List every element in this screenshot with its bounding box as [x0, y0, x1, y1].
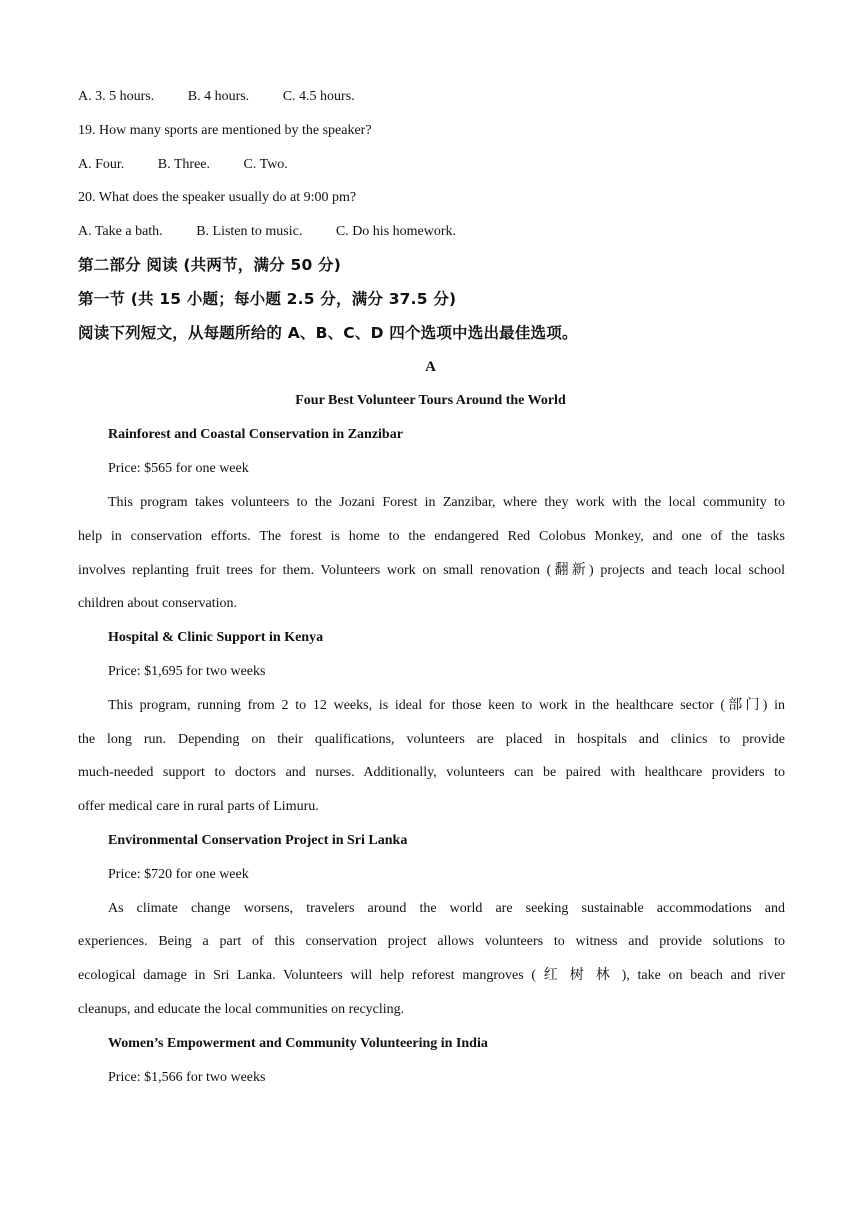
paragraph-line: cleanups, and educate the local communities on recycling.: [78, 1002, 405, 1017]
option-b: B. Three.: [157, 157, 211, 172]
option-b: B. Listen to music.: [196, 224, 303, 239]
option-a: A. Take a bath.: [78, 224, 163, 239]
passage-letter: A: [425, 359, 436, 375]
passage-title: Four Best Volunteer Tours Around the World: [295, 393, 566, 408]
paragraph-line: much-needed support to doctors and nurses. Additionally, volunteers can be paired with healthcare providers to: [78, 765, 785, 780]
paragraph-line: experiences. Being a part of this conservation project allows volunteers to witness and provide solutions to: [78, 934, 785, 949]
paragraph-line: offer medical care in rural parts of Limuru.: [78, 799, 319, 814]
option-b: B. 4 hours.: [187, 89, 250, 104]
option-a: A. Four.: [78, 157, 125, 172]
paragraph-line: As climate change worsens, travelers around the world are seeking sustainable accommodations and: [108, 901, 785, 916]
paragraph-line: This program, running from 2 to 12 weeks, is ideal for those keen to work in the healthcare sector (部门) in: [108, 698, 785, 713]
option-a: A. 3. 5 hours.: [78, 89, 155, 104]
option-c: C. Two.: [243, 157, 288, 172]
program-price: Price: $565 for one week: [108, 461, 249, 476]
question-19: 19. How many sports are mentioned by the speaker?: [78, 123, 372, 138]
section-heading: 第一节 (共 15 小题；每小题 2.5 分，满分 37.5 分): [78, 290, 457, 308]
program-title: Hospital & Clinic Support in Kenya: [108, 630, 324, 645]
paragraph-line: children about conservation.: [78, 596, 238, 611]
option-c: C. Do his homework.: [335, 224, 457, 239]
program-title: Environmental Conservation Project in Sri Lanka: [108, 833, 408, 848]
program-price: Price: $1,695 for two weeks: [108, 664, 266, 679]
part-heading: 第二部分 阅读 (共两节，满分 50 分): [78, 256, 342, 274]
paragraph-line: help in conservation efforts. The forest is home to the endangered Red Colobus Monkey, and one of the tasks: [78, 529, 785, 544]
paragraph-line: the long run. Depending on their qualifications, volunteers are placed in hospitals and clinics to provide: [78, 732, 785, 747]
paragraph-line: ecological damage in Sri Lanka. Volunteers will help reforest mangroves ( 红 树 林 ), take on beach and river: [78, 968, 785, 983]
paragraph-line: This program takes volunteers to the Jozani Forest in Zanzibar, where they work with the local community to: [108, 495, 785, 510]
program-title: Rainforest and Coastal Conservation in Zanzibar: [108, 427, 403, 442]
q18-options: [78, 87, 785, 107]
q19-options: [78, 155, 785, 175]
program-title: Women’s Empowerment and Community Volunteering in India: [108, 1036, 488, 1051]
q20-options: [78, 222, 785, 242]
program-price: Price: $720 for one week: [108, 867, 249, 882]
section-instruction: 阅读下列短文，从每题所给的 A、B、C、D 四个选项中选出最佳选项。: [78, 324, 578, 342]
paragraph-line: involves replanting fruit trees for them. Volunteers work on small renovation (翻新) projects and teach local school: [78, 563, 785, 578]
question-20: 20. What does the speaker usually do at 9:00 pm?: [78, 190, 357, 205]
program-price: Price: $1,566 for two weeks: [108, 1070, 266, 1085]
option-c: C. 4.5 hours.: [282, 89, 355, 104]
